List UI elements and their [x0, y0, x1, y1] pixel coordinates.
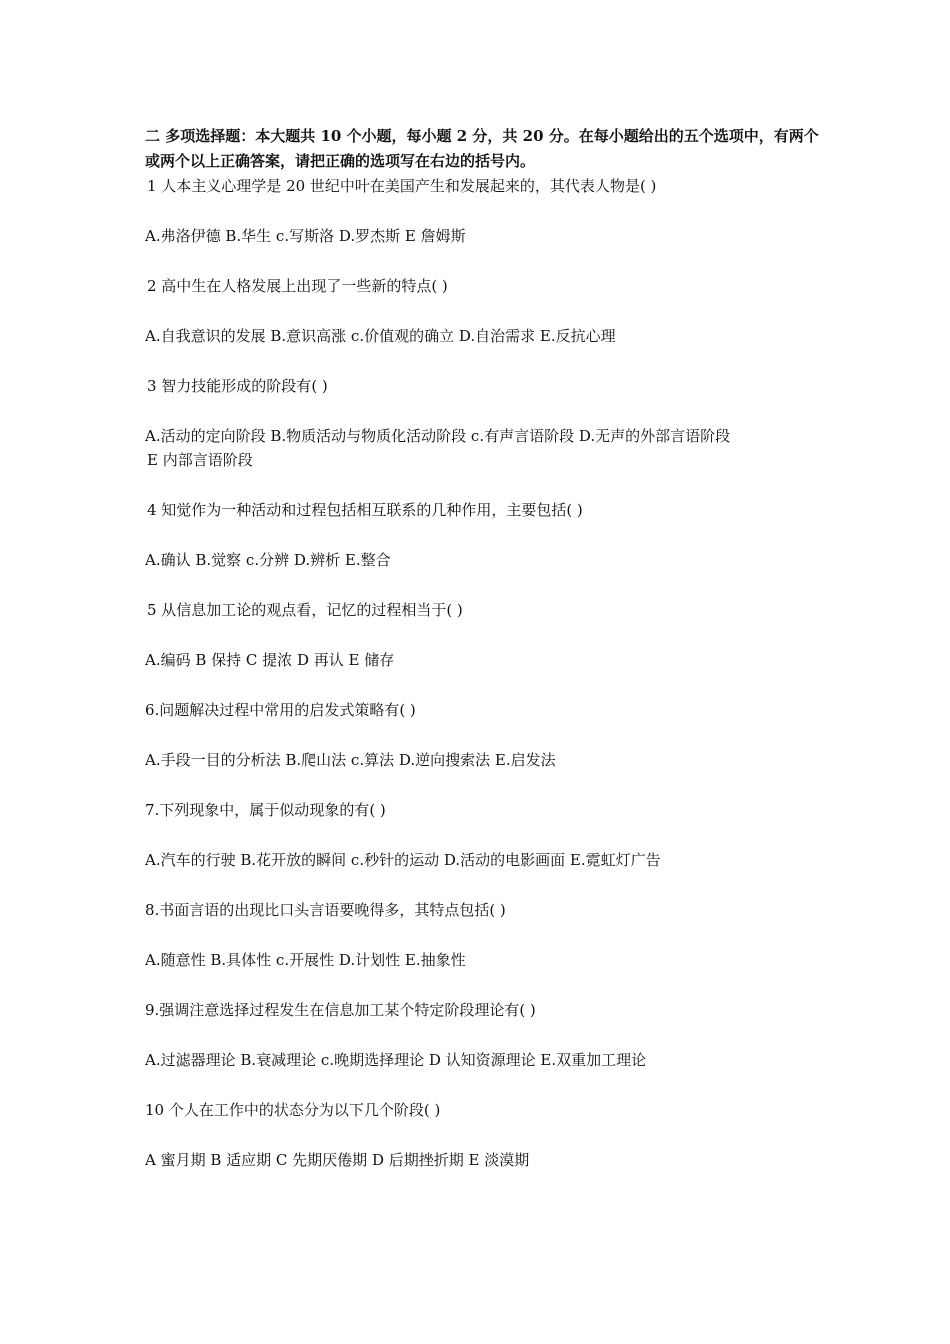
question-block-2	[145, 274, 825, 348]
question-text: 5 从信息加工论的观点看，记忆的过程相当于( )	[147, 601, 463, 619]
question-block-10	[145, 1098, 825, 1172]
question-options: A.自我意识的发展 B.意识高涨 c.价值观的确立 D.自治需求 E.反抗心理	[145, 327, 616, 345]
question-block-1	[145, 174, 825, 248]
question-options-continuation: E 内部言语阶段	[147, 451, 253, 469]
question-options: A 蜜月期 B 适应期 C 先期厌倦期 D 后期挫折期 E 淡漠期	[145, 1151, 530, 1169]
question-text: 7.下列现象中，属于似动现象的有( )	[145, 801, 386, 819]
question-options: A.弗洛伊德 B.华生 c.写斯洛 D.罗杰斯 E 詹姆斯	[145, 227, 466, 245]
question-text: 4 知觉作为一种活动和过程包括相互联系的几种作用，主要包括( )	[147, 501, 583, 519]
question-block-6	[145, 698, 825, 772]
question-text: 3 智力技能形成的阶段有( )	[147, 377, 328, 395]
question-options: A.手段一目的分析法 B.爬山法 c.算法 D.逆向搜索法 E.启发法	[145, 751, 556, 769]
question-options-line: A.活动的定向阶段 B.物质活动与物质化活动阶段 c.有声言语阶段 D.无声的外部言语阶段	[145, 427, 731, 445]
question-text: 1 人本主义心理学是 20 世纪中叶在美国产生和发展起来的，其代表人物是( )	[147, 177, 657, 195]
question-block-9	[145, 998, 825, 1072]
question-options: A.过滤器理论 B.衰减理论 c.晚期选择理论 D 认知资源理论 E.双重加工理论	[145, 1051, 647, 1069]
question-options: A.随意性 B.具体性 c.开展性 D.计划性 E.抽象性	[145, 951, 466, 969]
question-text: 8.书面言语的出现比口头言语要晚得多，其特点包括( )	[145, 901, 506, 919]
question-options: A.确认 B.觉察 c.分辨 D.辨析 E.整合	[145, 551, 391, 569]
question-block-3	[145, 374, 825, 472]
question-options: A.汽车的行驶 B.花开放的瞬间 c.秒针的运动 D.活动的电影画面 E.霓虹灯广告	[145, 851, 661, 869]
question-block-4	[145, 498, 825, 572]
question-options	[145, 424, 825, 472]
question-block-8	[145, 898, 825, 972]
question-block-5	[145, 598, 825, 672]
document-page	[145, 124, 825, 1172]
question-options: A.编码 B 保持 C 提浓 D 再认 E 储存	[145, 651, 395, 669]
question-text: 2 高中生在人格发展上出现了一些新的特点( )	[147, 277, 448, 295]
question-text: 9.强调注意选择过程发生在信息加工某个特定阶段理论有( )	[145, 1001, 536, 1019]
question-block-7	[145, 798, 825, 872]
question-text: 10 个人在工作中的状态分为以下几个阶段( )	[145, 1101, 441, 1119]
section-heading: 二 多项选择题：本大题共 10 个小题，每小题 2 分，共 20 分。在每小题给出的五个选项中，有两个或两个以上正确答案，请把正确的选项写在右边的括号内。	[145, 127, 819, 170]
question-text: 6.问题解决过程中常用的启发式策略有( )	[145, 701, 416, 719]
